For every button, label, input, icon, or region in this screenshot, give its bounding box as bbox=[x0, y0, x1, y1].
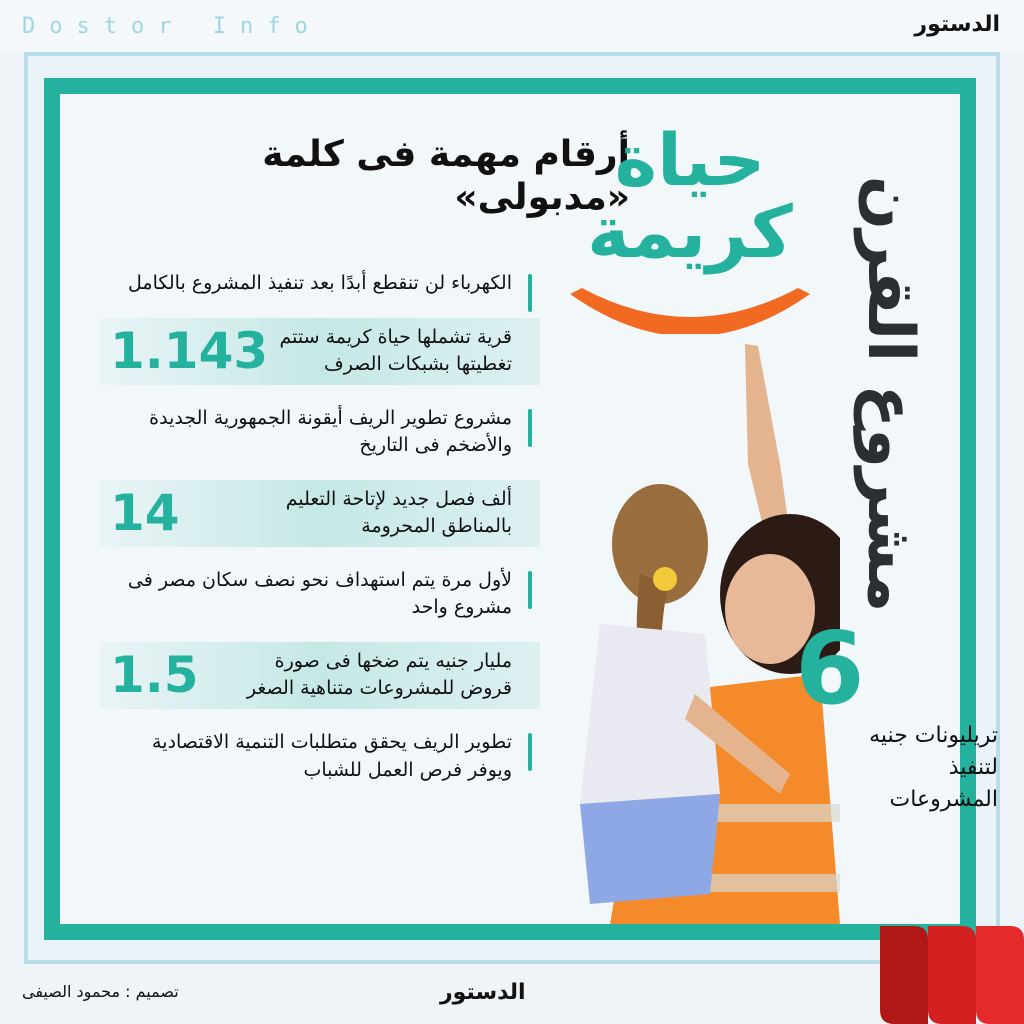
vertical-title-text: مشروع القرن bbox=[853, 175, 927, 613]
slogan-word1: حياة bbox=[614, 118, 766, 202]
fact-text: تطوير الريف يحقق متطلبات التنمية الاقتصادية ويوفر فرص العمل للشباب bbox=[152, 731, 512, 781]
slogan-word2: كريمة bbox=[587, 190, 793, 274]
fact-number: 1.5 bbox=[110, 646, 199, 705]
brand-text: Dostor Info bbox=[22, 14, 322, 39]
fact-text: الكهرباء لن تنقطع أبدًا بعد تنفيذ المشروع بالكامل bbox=[128, 272, 512, 294]
fact-text: مليار جنيه يتم ضخها فى صورة قروض للمشروعات متناهية الصغر bbox=[246, 649, 512, 700]
fact-text: ألف فصل جديد لإتاحة التعليم بالمناطق المحرومة bbox=[285, 487, 512, 538]
slogan bbox=[560, 118, 820, 274]
fact-text: قرية تشملها حياة كريمة ستتم تغطيتها بشبكات الصرف bbox=[279, 325, 512, 376]
fact-text: مشروع تطوير الريف أيقونة الجمهورية الجديدة والأضخم فى التاريخ bbox=[149, 406, 512, 457]
fact-text: لأول مرة يتم استهداف نحو نصف سكان مصر فى مشروع واحد bbox=[127, 568, 512, 619]
logo-top: الدستور bbox=[914, 12, 1000, 37]
fact-item bbox=[100, 561, 540, 628]
facts-list bbox=[100, 264, 540, 804]
heading-line2: «مدبولى» bbox=[454, 177, 630, 218]
fact-bar bbox=[528, 571, 532, 609]
fact-number: 14 bbox=[110, 484, 180, 543]
highlight-line3: المشروعات bbox=[889, 786, 998, 812]
top-bar bbox=[0, 0, 1024, 52]
fact-bar bbox=[528, 409, 532, 447]
vertical-title bbox=[840, 134, 940, 654]
red-stripes-logo-icon bbox=[880, 926, 1024, 1024]
fact-item bbox=[100, 480, 540, 547]
fact-bar bbox=[528, 274, 532, 312]
fact-item bbox=[100, 318, 540, 385]
fact-item bbox=[100, 399, 540, 466]
highlight-number: 6 bbox=[795, 610, 865, 727]
highlight-line2: لتنفيذ bbox=[948, 754, 998, 780]
fact-item bbox=[100, 264, 540, 304]
infographic-card bbox=[44, 78, 976, 940]
highlight-text bbox=[869, 720, 998, 816]
fact-number: 1.143 bbox=[110, 322, 269, 381]
designer-credit: تصميم : محمود الصيفى bbox=[22, 982, 179, 1001]
heading-line1: أرقام مهمة فى كلمة bbox=[262, 134, 630, 175]
highlight-line1: تريليونات جنيه bbox=[869, 723, 998, 748]
logo-bottom: الدستور bbox=[440, 980, 526, 1005]
fact-bar bbox=[528, 733, 532, 771]
woman-and-girl-photo bbox=[490, 334, 840, 924]
fact-item bbox=[100, 642, 540, 709]
fact-item bbox=[100, 723, 540, 790]
